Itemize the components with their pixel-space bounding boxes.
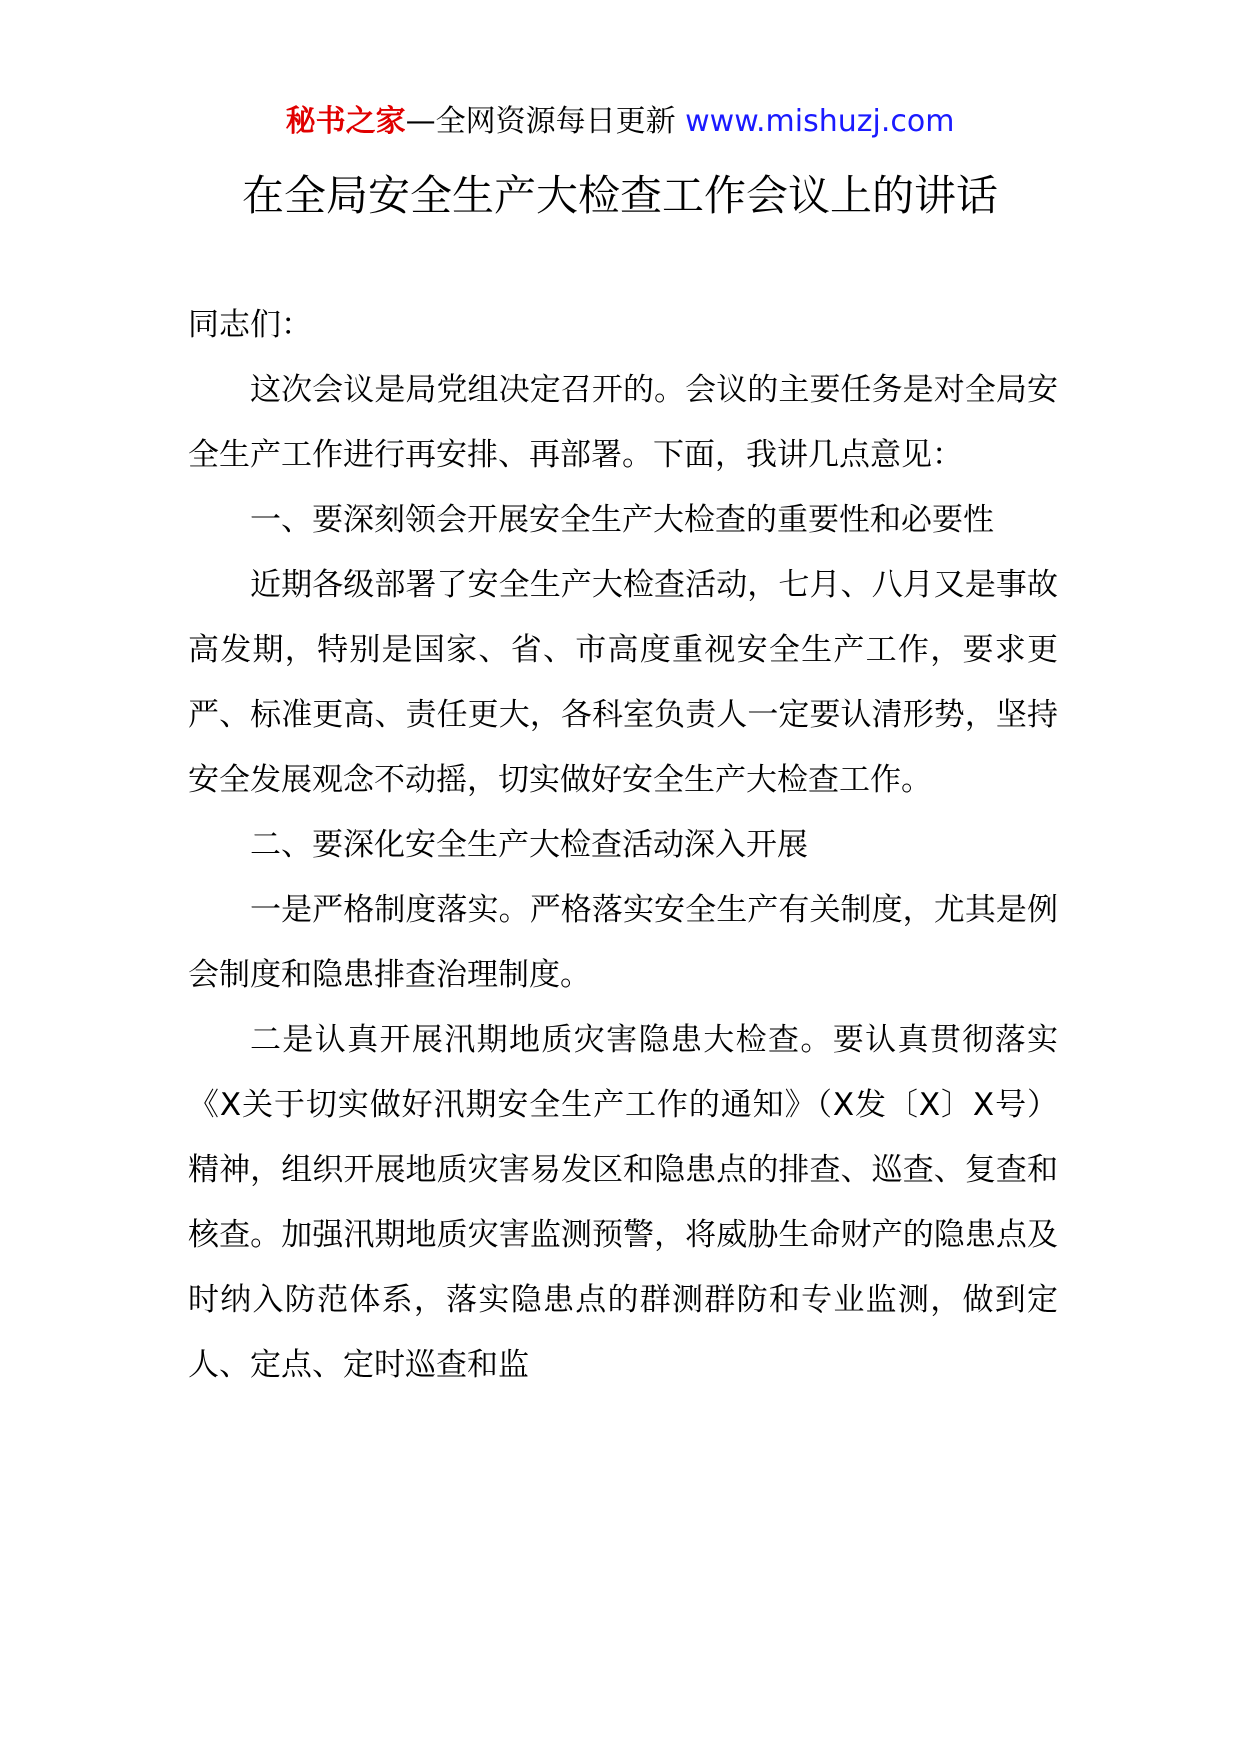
site-header-banner (0, 100, 1240, 144)
paragraph-point-2: 二是认真开展汛期地质灾害隐患大检查。要认真贯彻落实《X关于切实做好汛期安全生产工作的通知》（X发〔X〕X号）精神，组织开展地质灾害易发区和隐患点的排查、巡查、复查和核查。加强汛期地质灾害监测预警，将威胁生命财产的隐患点及时纳入防范体系，落实隐患点的群测群防和专业监测，做到定人、定点、定时巡查和监 (188, 1022, 1058, 1383)
brand-name: 秘书之家 (285, 104, 406, 139)
document-title: 在全局安全生产大检查工作会议上的讲话 (241, 171, 998, 220)
salutation: 同志们： (188, 307, 312, 343)
paragraph-intro: 这次会议是局党组决定召开的。会议的主要任务是对全局安全生产工作进行再安排、再部署。下面，我讲几点意见： (188, 372, 1058, 473)
section-heading-1: 一、要深刻领会开展安全生产大检查的重要性和必要性 (250, 502, 994, 538)
site-tagline: —全网资源每日更新 (405, 104, 676, 139)
document-body (188, 293, 1058, 1398)
site-url-link[interactable]: www.mishuzj.com (685, 104, 955, 139)
section-heading-2: 二、要深化安全生产大检查活动深入开展 (250, 827, 808, 863)
paragraph-point-1: 一是严格制度落实。严格落实安全生产有关制度，尤其是例会制度和隐患排查治理制度。 (188, 892, 1058, 993)
paragraph-section-1: 近期各级部署了安全生产大检查活动，七月、八月又是事故高发期，特别是国家、省、市高度重视安全生产工作，要求更严、标准更高、责任更大，各科室负责人一定要认清形势，坚持安全发展观念不动摇，切实做好安全生产大检查工作。 (188, 567, 1058, 798)
